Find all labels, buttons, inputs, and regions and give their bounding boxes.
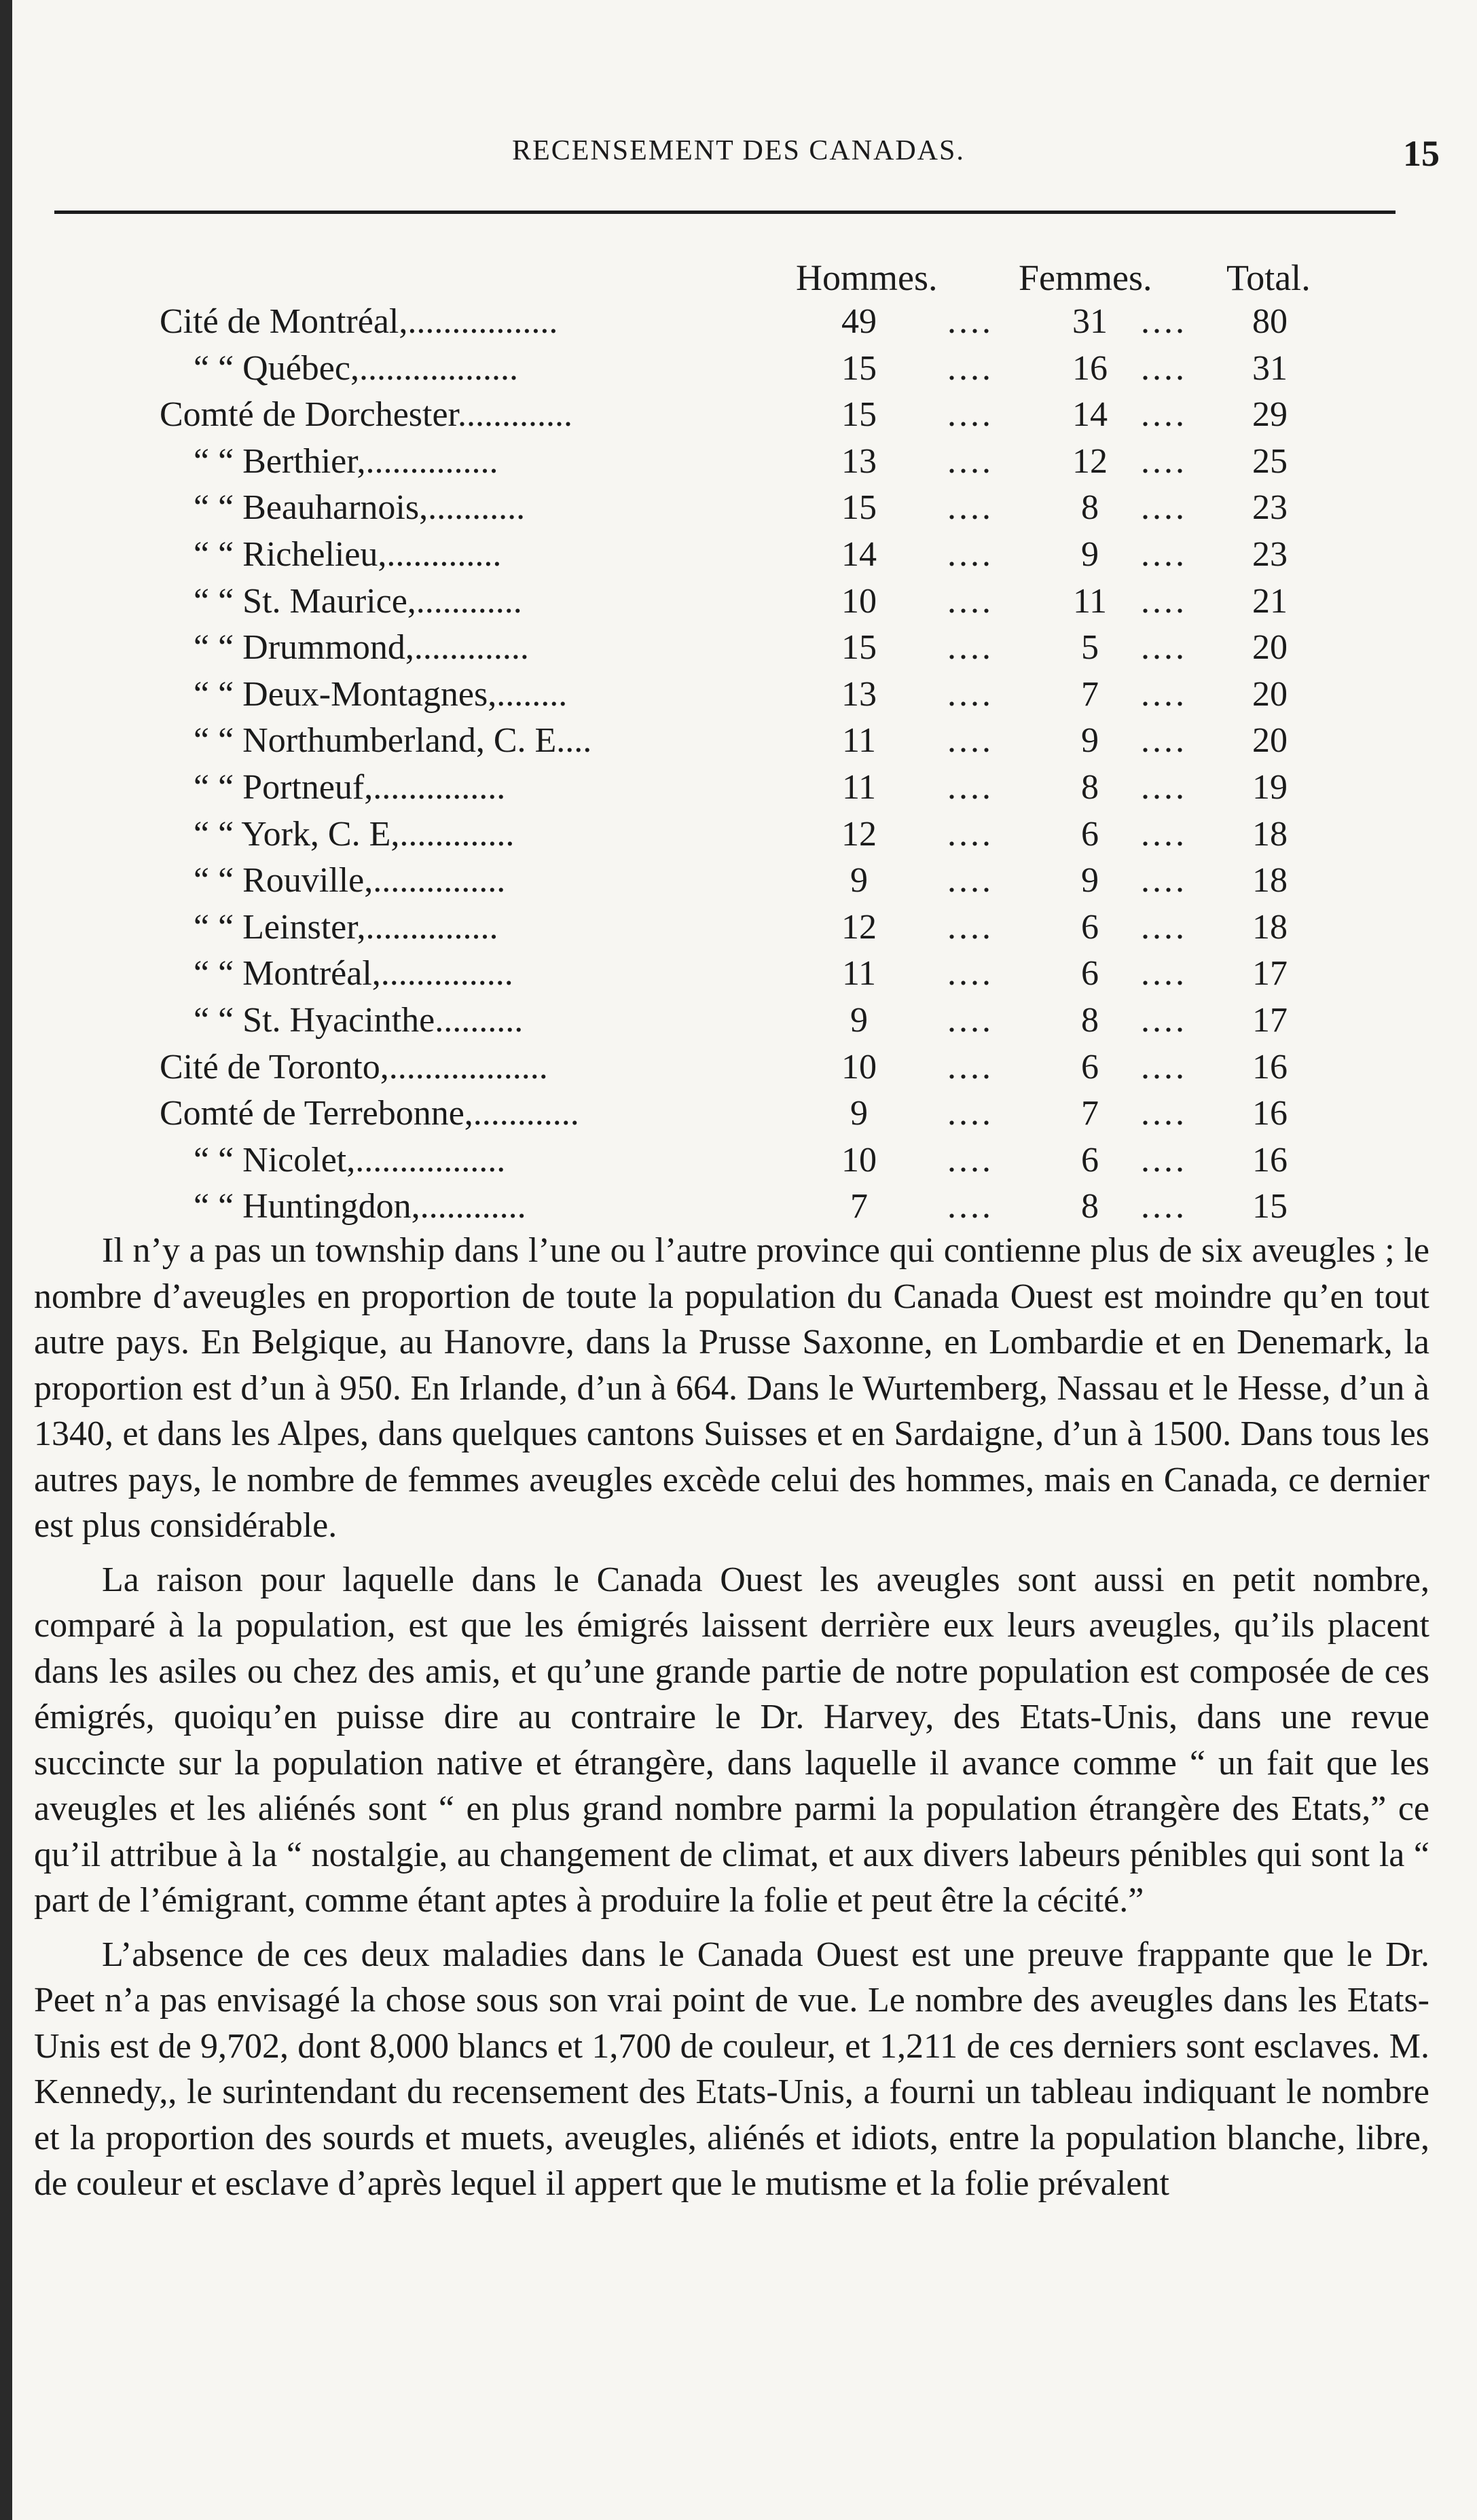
- cell-femmes: 9: [1081, 535, 1099, 574]
- paragraph-township: Il n’y a pas un township dans l’une ou l’autre province qui contienne plus de six aveugles ; le nombre d’aveugles en proportion de toute la population du Canada Ouest est moindre qu’en tout autre pays. En Belgique, au Hanovre, dans la Prusse Saxonne, en Lombardie et en Denemark, la proportion est d’un à 950. En Irlande, d’un à 664. Dans le Wurtemberg, Nassau et le Hesse, d’un à 1340, et dans les Alpes, dans quelques cantons Suisses et en Sardaigne, d’un à 1500. Dans tous les autres pays, le nombre de femmes aveugles excède celui des hommes, mais en Canada, ce dernier est plus considérable.: [34, 1231, 1429, 1545]
- cell-hommes: 10: [841, 1047, 877, 1086]
- cell-femmes: 6: [1081, 814, 1099, 854]
- dot-leader: ....: [1141, 768, 1187, 807]
- dot-leader: ....: [947, 535, 993, 574]
- cell-hommes: 11: [841, 768, 877, 807]
- dot-leader: ....: [947, 768, 993, 807]
- row-label: “ “ Beauharnois,...........: [194, 488, 526, 528]
- row-label: “ “ Huntingdon,............: [194, 1187, 526, 1226]
- cell-femmes: 7: [1081, 1094, 1099, 1133]
- table-row: [0, 579, 1477, 625]
- row-label: “ “ Berthier,...............: [194, 441, 498, 481]
- cell-femmes: 8: [1081, 768, 1099, 807]
- paragraph-raison: La raison pour laquelle dans le Canada Ouest les aveugles sont aussi en petit nombre, comparé à la population, est que les émigrés laissent derrière eux leurs aveugles, qu’ils placent dans les asiles ou chez des amis, et qu’une grande partie de notre population est composée de ces émigrés, quoiqu’en puisse dire au contraire le Dr. Harvey, des Etats-Unis, dans une revue succincte sur la population native et étrangère, dans laquelle il avance comme “ un fait que les aveugles et les aliénés sont “ en plus grand nombre parmi la population étrangère des Etats,” ce qu’il attribue à la “ nostalgie, au changement de climat, et aux divers labeurs pénibles qui sont la “ part de l’émigrant, comme étant aptes à produire la folie et peut être la cécité.”: [34, 1560, 1429, 1920]
- cell-hommes: 9: [850, 861, 868, 900]
- table-row: [0, 858, 1477, 904]
- cell-femmes: 6: [1081, 1047, 1099, 1086]
- row-label: “ “ York, C. E,.............: [194, 814, 515, 854]
- cell-total: 18: [1252, 907, 1288, 947]
- census-table: [0, 257, 1477, 1238]
- cell-femmes: 6: [1081, 1140, 1099, 1180]
- dot-leader: ....: [1141, 628, 1187, 668]
- page-number: 15: [1403, 133, 1440, 174]
- cell-hommes: 11: [841, 721, 877, 761]
- dot-leader: ....: [947, 1187, 993, 1226]
- cell-hommes: 49: [841, 302, 877, 341]
- table-row: [0, 998, 1477, 1044]
- cell-femmes: 8: [1081, 1001, 1099, 1040]
- table-row: [0, 1184, 1477, 1230]
- row-label: “ “ St. Maurice,............: [194, 581, 522, 621]
- cell-hommes: 12: [841, 907, 877, 947]
- dot-leader: ....: [947, 721, 993, 761]
- dot-leader: ....: [1141, 907, 1187, 947]
- dot-leader: ....: [1141, 302, 1187, 341]
- cell-total: 20: [1252, 721, 1288, 761]
- cell-hommes: 15: [841, 628, 877, 668]
- row-label: “ “ Nicolet,.................: [194, 1140, 506, 1180]
- cell-total: 21: [1252, 581, 1288, 621]
- row-label: “ “ Richelieu,.............: [194, 535, 502, 574]
- table-row: [0, 439, 1477, 485]
- dot-leader: ....: [947, 674, 993, 714]
- row-label: “ “ Deux-Montagnes,........: [194, 674, 568, 714]
- cell-femmes: 9: [1081, 861, 1099, 900]
- row-label: “ “ Northumberland, C. E....: [194, 721, 592, 761]
- row-label: “ “ Rouville,...............: [194, 861, 506, 900]
- cell-total: 29: [1252, 395, 1288, 435]
- table-row: [0, 811, 1477, 858]
- dot-leader: ....: [1141, 861, 1187, 900]
- cell-hommes: 14: [841, 535, 877, 574]
- cell-femmes: 16: [1072, 348, 1108, 388]
- table-row: [0, 625, 1477, 671]
- cell-hommes: 9: [850, 1094, 868, 1133]
- cell-hommes: 12: [841, 814, 877, 854]
- header-rule: [54, 211, 1396, 214]
- cell-hommes: 15: [841, 488, 877, 528]
- table-row: [0, 485, 1477, 531]
- cell-hommes: 7: [850, 1187, 868, 1226]
- table-row: [0, 718, 1477, 764]
- running-header: RECENSEMENT DES CANADAS.: [512, 135, 965, 166]
- dot-leader: ....: [947, 488, 993, 528]
- cell-femmes: 5: [1081, 628, 1099, 668]
- table-row: [0, 1044, 1477, 1091]
- table-row: [0, 1137, 1477, 1184]
- cell-total: 17: [1252, 954, 1288, 993]
- table-row: [0, 1091, 1477, 1137]
- dot-leader: ....: [947, 348, 993, 388]
- cell-total: 17: [1252, 1001, 1288, 1040]
- dot-leader: ....: [1141, 395, 1187, 435]
- row-label: Comté de Terrebonne,............: [160, 1094, 579, 1133]
- row-label: “ “ Québec,..................: [194, 348, 518, 388]
- column-header-femmes: Femmes.: [1019, 257, 1152, 298]
- cell-total: 25: [1252, 441, 1288, 481]
- row-label: “ “ Leinster,...............: [194, 907, 498, 947]
- dot-leader: ....: [1141, 1047, 1187, 1086]
- row-label: Cité de Montréal,.................: [160, 302, 558, 341]
- cell-femmes: 9: [1081, 721, 1099, 761]
- cell-femmes: 8: [1081, 488, 1099, 528]
- table-row: [0, 672, 1477, 718]
- dot-leader: ....: [947, 954, 993, 993]
- cell-total: 16: [1252, 1140, 1288, 1180]
- dot-leader: ....: [947, 628, 993, 668]
- table-row: [0, 392, 1477, 438]
- dot-leader: ....: [1141, 1001, 1187, 1040]
- cell-femmes: 6: [1081, 954, 1099, 993]
- dot-leader: ....: [947, 581, 993, 621]
- cell-total: 80: [1252, 302, 1288, 341]
- table-row: [0, 299, 1477, 345]
- dot-leader: ....: [1141, 348, 1187, 388]
- row-label: “ “ Montréal,...............: [194, 954, 513, 993]
- dot-leader: ....: [1141, 1140, 1187, 1180]
- dot-leader: ....: [947, 907, 993, 947]
- row-label: “ “ Drummond,.............: [194, 628, 529, 668]
- dot-leader: ....: [1141, 721, 1187, 761]
- table-row: [0, 346, 1477, 392]
- dot-leader: ....: [1141, 814, 1187, 854]
- dot-leader: ....: [1141, 1094, 1187, 1133]
- cell-femmes: 8: [1081, 1187, 1099, 1226]
- paragraph-absence: L’absence de ces deux maladies dans le Canada Ouest est une preuve frappante que le Dr. Peet n’a pas envisagé la chose sous son vrai point de vue. Le nombre des aveugles dans les Etats-Unis est de 9,702, dont 8,000 blancs et 1,700 de couleur, et 1,211 de ces derniers sont esclaves. M. Kennedy,, le surintendant du recensement des Etats-Unis, a fourni un tableau indiquant le nombre et la proportion des sourds et muets, aveugles, aliénés et idiots, entre la population blanche, libre, de couleur et esclave d’après lequel il appert que le mutisme et la folie prévalent: [34, 1935, 1429, 2203]
- cell-total: 23: [1252, 535, 1288, 574]
- row-label: “ “ St. Hyacinthe..........: [194, 1001, 524, 1040]
- cell-total: 15: [1252, 1187, 1288, 1226]
- cell-femmes: 7: [1081, 674, 1099, 714]
- cell-total: 16: [1252, 1094, 1288, 1133]
- cell-femmes: 12: [1072, 441, 1108, 481]
- table-row: [0, 951, 1477, 997]
- dot-leader: ....: [1141, 1187, 1187, 1226]
- dot-leader: ....: [947, 441, 993, 481]
- cell-hommes: 10: [841, 581, 877, 621]
- cell-total: 19: [1252, 768, 1288, 807]
- dot-leader: ....: [1141, 488, 1187, 528]
- table-row: [0, 905, 1477, 951]
- cell-femmes: 14: [1072, 395, 1108, 435]
- cell-hommes: 13: [841, 674, 877, 714]
- dot-leader: ....: [1141, 535, 1187, 574]
- cell-total: 18: [1252, 814, 1288, 854]
- cell-femmes: 31: [1072, 302, 1108, 341]
- dot-leader: ....: [947, 861, 993, 900]
- column-header-hommes: Hommes.: [796, 257, 938, 298]
- cell-femmes: 6: [1081, 907, 1099, 947]
- cell-total: 20: [1252, 628, 1288, 668]
- cell-total: 31: [1252, 348, 1288, 388]
- cell-femmes: 11: [1072, 581, 1108, 621]
- cell-total: 18: [1252, 861, 1288, 900]
- cell-hommes: 10: [841, 1140, 877, 1180]
- column-header-total: Total.: [1226, 257, 1311, 298]
- dot-leader: ....: [947, 395, 993, 435]
- cell-hommes: 9: [850, 1001, 868, 1040]
- dot-leader: ....: [947, 1001, 993, 1040]
- dot-leader: ....: [1141, 441, 1187, 481]
- dot-leader: ....: [947, 1094, 993, 1133]
- row-label: Comté de Dorchester.............: [160, 395, 572, 435]
- cell-total: 20: [1252, 674, 1288, 714]
- table-row: [0, 765, 1477, 811]
- body-text: [34, 1228, 1429, 2215]
- dot-leader: ....: [947, 302, 993, 341]
- cell-hommes: 11: [841, 954, 877, 993]
- row-label: “ “ Portneuf,...............: [194, 768, 506, 807]
- dot-leader: ....: [1141, 954, 1187, 993]
- cell-hommes: 15: [841, 348, 877, 388]
- cell-hommes: 15: [841, 395, 877, 435]
- table-row: [0, 532, 1477, 578]
- dot-leader: ....: [1141, 674, 1187, 714]
- dot-leader: ....: [947, 1047, 993, 1086]
- cell-hommes: 13: [841, 441, 877, 481]
- dot-leader: ....: [947, 1140, 993, 1180]
- dot-leader: ....: [947, 814, 993, 854]
- cell-total: 23: [1252, 488, 1288, 528]
- dot-leader: ....: [1141, 581, 1187, 621]
- row-label: Cité de Toronto,..................: [160, 1047, 548, 1086]
- cell-total: 16: [1252, 1047, 1288, 1086]
